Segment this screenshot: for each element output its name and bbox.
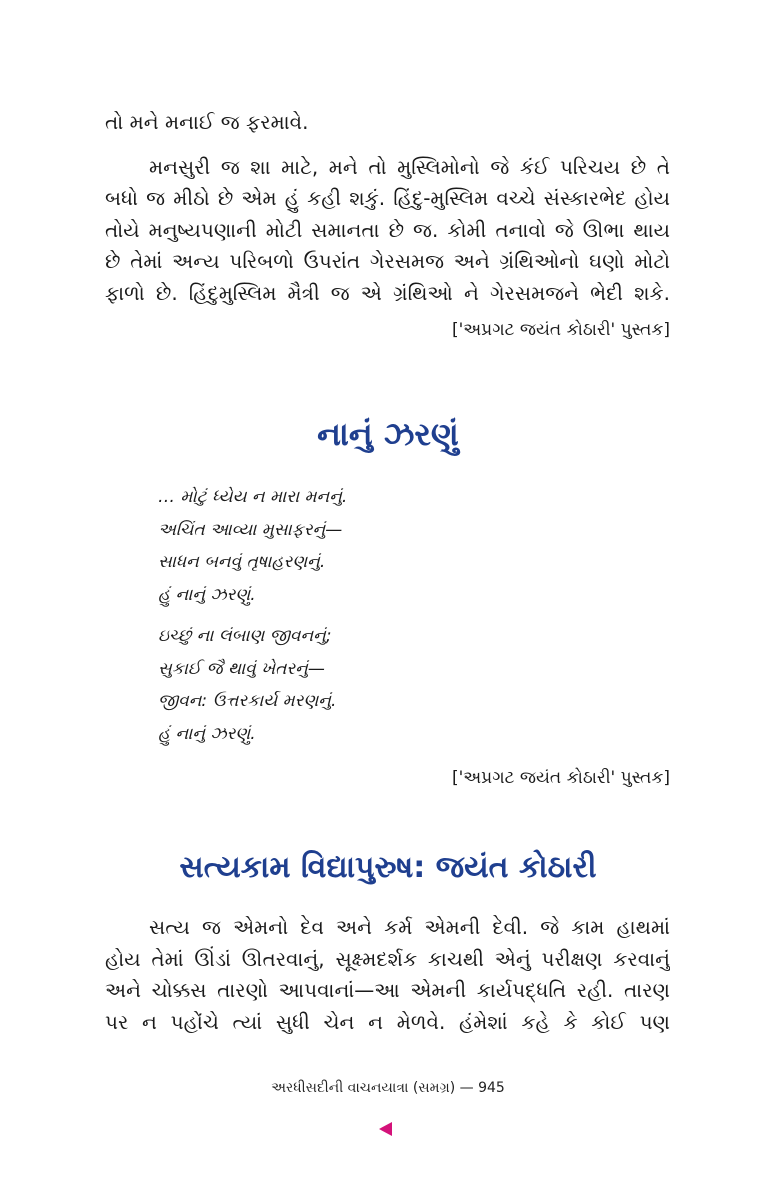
poem-title: નાનું ઝરણું	[317, 415, 459, 453]
prose-line: ફાળો છે. હિંદુમુસ્લિમ મૈત્રી જ એ ગ્રંથિઓ ને ગેરસમજને ભેદી શકે.	[105, 280, 670, 305]
prose-line: બધો જ મીઠો છે એમ હું કહી શકું. હિંદુ-મુસ્લિમ વચ્ચે સંસ્કારભેદ હોય	[105, 186, 670, 210]
poem-line: ઇચ્છું ના લંબાણ જીવનનું;	[158, 626, 332, 646]
source-citation: ['અપ્રગટ જયંત કોઠારી' પુસ્તક]	[451, 768, 670, 788]
essay-prose-block	[105, 912, 670, 1038]
poem-line: હું નાનું ઝરણું.	[158, 584, 256, 605]
prose-line: તોયે મનુષ્યપણાની મોટી સમાનતા છે જ. કોમી તનાવો જે ઊભા થાય	[105, 217, 670, 242]
essay-title: સત્યકામ વિદ્યાપુરુષ: જયંત કોઠારી	[179, 850, 597, 885]
poem-line: અચિંત આવ્યા મુસાફરનું—	[158, 519, 343, 540]
prose-line: તો મને મનાઈ જ ફરમાવે.	[105, 110, 309, 134]
left-triangle-icon	[379, 1122, 392, 1136]
source-citation: ['અપ્રગટ જયંત કોઠારી' પુસ્તક]	[451, 320, 670, 340]
prose-line: છે તેમાં અન્ય પરિબળો ઉપરાંત ગેરસમજ અને ગ્રંથિઓનો ઘણો મોટો	[105, 249, 670, 273]
prose-line: મનસુરી જ શા માટે, મને તો મુસ્લિમોનો જે કંઈ પરિચય છે તે	[149, 154, 670, 179]
poem-line: જીવન: ઉત્તરકાર્ય મરણનું.	[158, 691, 337, 711]
prose-line: પર ન પહોંચે ત્યાં સુધી ચેન ન મેળવે. હંમેશાં કહે કે કોઈ પણ	[105, 1009, 670, 1034]
poem-line: સુકાઈ જૈ થાવું ખેતરનું—	[158, 658, 325, 679]
page-footer: અરધીસદીની વાચનયાત્રા (સમગ્ર) — 945	[271, 1080, 505, 1096]
prose-line: હોય તેમાં ઊંડાં ઊતરવાનું, સૂક્ષ્મદર્શક કાચથી એનું પરીક્ષણ કરવાનું	[105, 946, 670, 971]
poem-source-block	[105, 765, 670, 791]
top-prose-block	[105, 107, 670, 343]
prose-line: અને ચોક્કસ તારણો આપવાનાં—આ એમની કાર્યપદ્ધતિ રહી. તારણ	[105, 978, 670, 1002]
prose-line: સત્ય જ એમનો દેવ અને કર્મ એમની દેવી. જે કામ હાથમાં	[149, 915, 670, 939]
poem-line: સાધન બનવું તૃષાહરણનું.	[158, 552, 326, 572]
poem-line: હું નાનું ઝરણું.	[158, 723, 256, 744]
poem-stanza-2	[158, 620, 558, 750]
poem-stanza-1	[158, 481, 558, 611]
poem-line: … મોટું ધ્યેય ન મારા મનનું.	[158, 487, 348, 507]
